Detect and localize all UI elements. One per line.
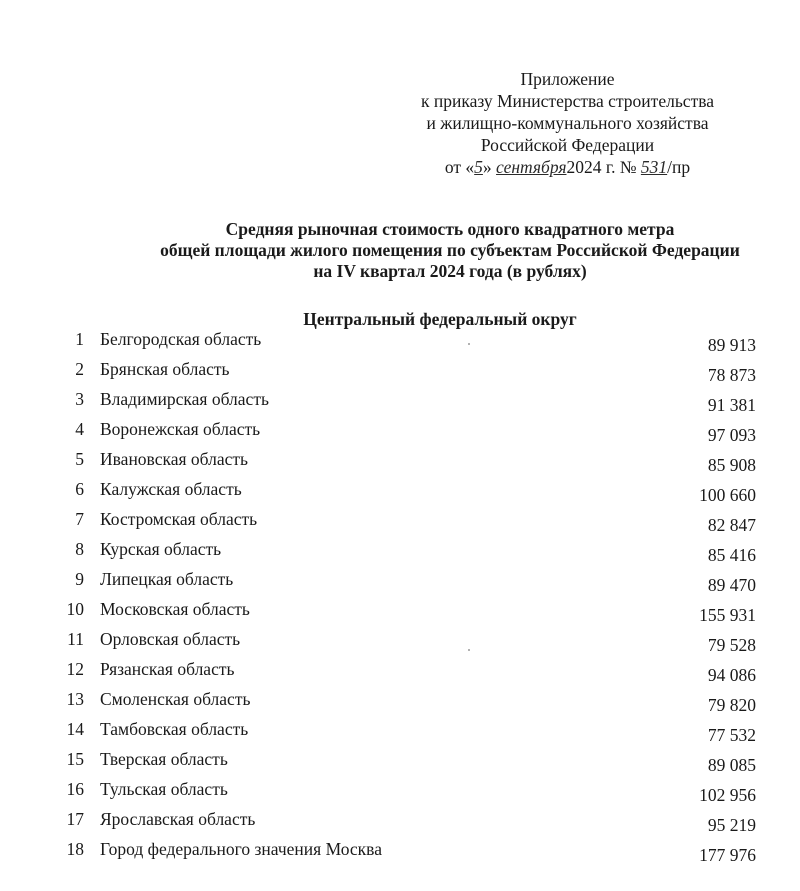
price-value: 82 847 <box>707 515 756 535</box>
row-number: 7 <box>75 509 84 529</box>
row-number: 11 <box>67 629 84 649</box>
price-table <box>60 327 770 867</box>
appendix-header <box>395 68 740 178</box>
price-value: 91 381 <box>707 395 756 415</box>
region-name: Город федерального значения Москва <box>100 839 382 859</box>
price-value: 177 976 <box>699 845 756 865</box>
price-value: 97 093 <box>707 425 756 445</box>
table-row <box>60 687 770 717</box>
price-value: 100 660 <box>699 485 756 505</box>
table-row <box>60 327 770 357</box>
region-name: Орловская область <box>100 629 241 649</box>
price-value: 95 219 <box>707 815 756 835</box>
scan-speck <box>468 649 470 651</box>
appendix-label: Приложение <box>520 69 615 89</box>
price-value: 102 956 <box>699 785 756 805</box>
table-row <box>60 447 770 477</box>
region-name: Владимирская область <box>100 389 269 409</box>
row-number: 3 <box>75 389 84 409</box>
region-name: Ярославская область <box>100 809 256 829</box>
price-value: 85 416 <box>707 545 756 565</box>
row-number: 12 <box>66 659 84 679</box>
table-row <box>60 627 770 657</box>
title-line-3: на IV квартал 2024 года (в рублях) <box>313 261 587 281</box>
price-value: 155 931 <box>699 605 756 625</box>
title-line-2: общей площади жилого помещения по субъектам Российской Федерации <box>160 240 740 260</box>
table-row <box>60 717 770 747</box>
region-name: Воронежская область <box>100 419 261 439</box>
row-number: 5 <box>75 449 84 469</box>
date-day-handwritten: 5 <box>474 157 483 177</box>
appendix-date-line <box>395 156 740 178</box>
district-heading: Центральный федеральный округ <box>303 309 577 329</box>
price-value: 79 820 <box>707 695 756 715</box>
price-value: 94 086 <box>707 665 756 685</box>
row-number: 14 <box>66 719 84 739</box>
table-row <box>60 807 770 837</box>
row-number: 1 <box>75 329 84 349</box>
appendix-order-ref: к приказу Министерства строительства <box>420 91 715 111</box>
table-row <box>60 507 770 537</box>
order-number-handwritten: 531 <box>640 157 668 177</box>
date-month-handwritten: сентября <box>496 157 567 177</box>
region-name: Смоленская область <box>100 689 251 709</box>
price-value: 89 085 <box>707 755 756 775</box>
price-value: 79 528 <box>707 635 756 655</box>
region-name: Липецкая область <box>100 569 234 589</box>
row-number: 9 <box>75 569 84 589</box>
region-name: Белгородская область <box>100 329 262 349</box>
date-mid: » <box>482 157 492 177</box>
price-value: 78 873 <box>707 365 756 385</box>
region-name: Калужская область <box>100 479 242 499</box>
region-name: Тульская область <box>100 779 228 799</box>
region-name: Тамбовская область <box>100 719 249 739</box>
table-row <box>60 747 770 777</box>
region-name: Ивановская область <box>100 449 249 469</box>
region-name: Костромская область <box>100 509 258 529</box>
row-number: 2 <box>75 359 84 379</box>
table-row <box>60 357 770 387</box>
scan-speck <box>468 343 470 345</box>
region-name: Московская область <box>100 599 250 619</box>
table-row <box>60 387 770 417</box>
table-row <box>60 477 770 507</box>
date-prefix: от « <box>444 157 475 177</box>
row-number: 16 <box>66 779 84 799</box>
row-number: 15 <box>66 749 84 769</box>
order-suffix: /пр <box>667 157 691 177</box>
region-name: Тверская область <box>100 749 228 769</box>
price-value: 89 913 <box>707 335 756 355</box>
row-number: 18 <box>66 839 84 859</box>
document-title <box>140 219 760 282</box>
region-name: Брянская область <box>100 359 230 379</box>
table-row <box>60 657 770 687</box>
price-value: 89 470 <box>707 575 756 595</box>
table-row <box>60 777 770 807</box>
table-row <box>60 567 770 597</box>
row-number: 8 <box>75 539 84 559</box>
appendix-ministry: и жилищно-коммунального хозяйства <box>426 113 709 133</box>
row-number: 4 <box>75 419 84 439</box>
date-year: 2024 г. № <box>566 157 637 177</box>
row-number: 17 <box>66 809 84 829</box>
row-number: 13 <box>66 689 84 709</box>
table-row <box>60 537 770 567</box>
table-row <box>60 597 770 627</box>
table-row <box>60 417 770 447</box>
price-value: 85 908 <box>707 455 756 475</box>
price-value: 77 532 <box>707 725 756 745</box>
row-number: 6 <box>75 479 84 499</box>
region-name: Курская область <box>100 539 222 559</box>
title-line-1: Средняя рыночная стоимость одного квадратного метра <box>225 219 675 239</box>
region-name: Рязанская область <box>100 659 235 679</box>
row-number: 10 <box>66 599 84 619</box>
appendix-country: Российской Федерации <box>480 135 655 155</box>
table-row <box>60 837 770 867</box>
